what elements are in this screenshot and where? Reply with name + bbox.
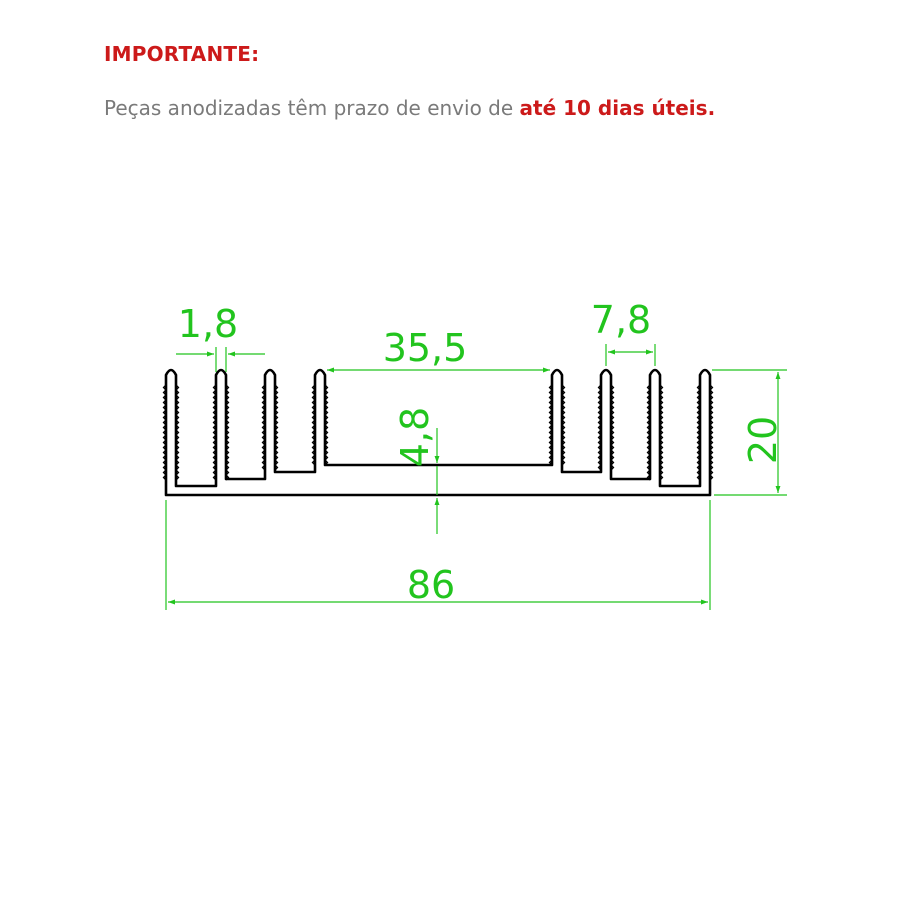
dim-label-height: 20	[741, 415, 785, 465]
dim-label-center-gap: 35,5	[382, 326, 468, 370]
dimension-fin-spacing	[591, 298, 655, 366]
notice-text-highlight: até 10 dias úteis.	[519, 96, 716, 120]
heatsink-profile	[166, 370, 710, 495]
dim-label-fin-spacing: 7,8	[590, 298, 652, 342]
dim-label-fin-thickness: 1,8	[177, 302, 239, 346]
dim-label-width: 86	[406, 563, 456, 607]
dimension-width	[166, 500, 710, 610]
dimension-base-thickness	[393, 407, 437, 534]
dimension-fin-thickness	[176, 302, 265, 372]
dim-label-base-thickness: 4,8	[393, 406, 437, 468]
dimension-height	[712, 370, 787, 495]
notice-text-main: Peças anodizadas têm prazo de envio de	[104, 96, 520, 120]
dimension-center-gap	[327, 326, 550, 370]
notice-title: IMPORTANTE:	[104, 42, 260, 66]
